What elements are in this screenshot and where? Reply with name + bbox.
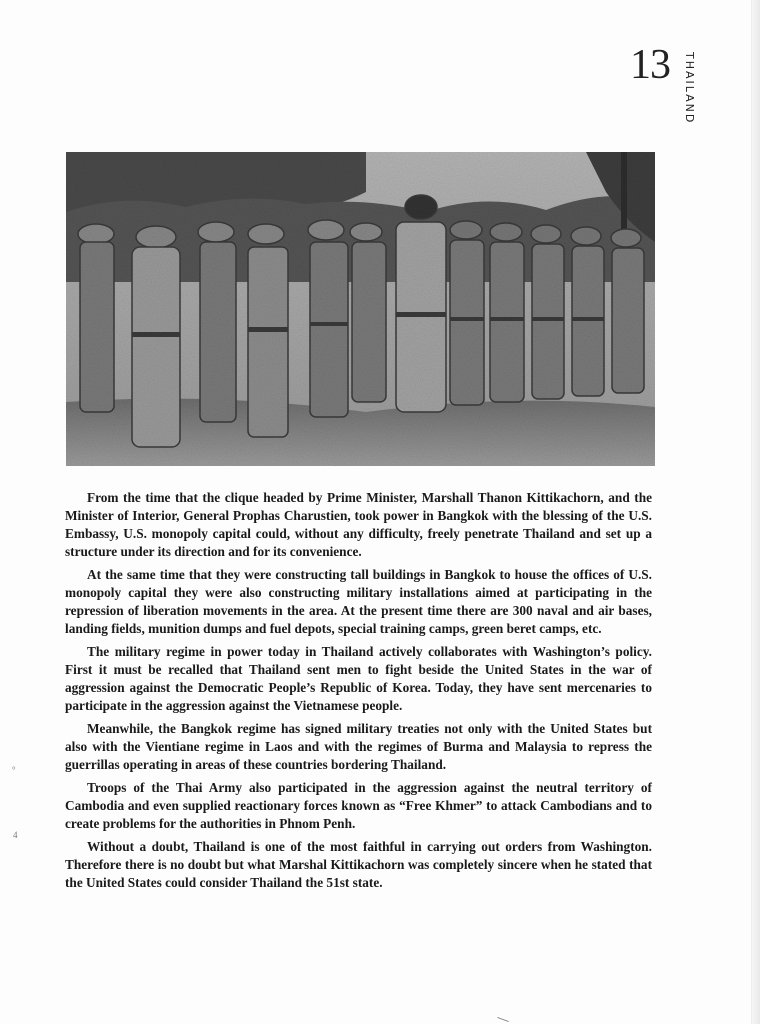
margin-mark: °: [12, 765, 16, 775]
section-label: THAILAND: [683, 52, 696, 125]
paragraph: Without a doubt, Thailand is one of the most faithful in carrying out orders from Washington. Therefore there is no doubt but what Marshal Kittikachorn was completely sincere when he stated that the United States could consider Thailand the 51st state.: [65, 839, 652, 890]
article-body: [65, 489, 652, 897]
paragraph: At the same time that they were constructing tall buildings in Bangkok to house the offices of U.S. monopoly capital they were also constructing military installations aimed at participating in the repression of liberation movements in the area. At the present time there are 300 naval and air bases, landing fields, munition dumps and fuel depots, special training camps, green beret camps, etc.: [65, 567, 652, 636]
paragraph: Troops of the Thai Army also participated in the aggression against the neutral territory of Cambodia and even supplied reactionary forces known as “Free Khmer” to attack Cambodians and to create problems for the authorities in Phnom Penh.: [65, 780, 652, 831]
soldiers-photo: [66, 152, 655, 466]
scratch-mark: [497, 1017, 509, 1022]
margin-mark: 4: [13, 830, 18, 840]
paragraph: The military regime in power today in Thailand actively collaborates with Washington’s policy. First it must be recalled that Thailand sent men to fight beside the United States in the war of aggression against the Democratic People’s Republic of Korea. Today, they have sent mercenaries to participate in the aggression against the Vietnamese people.: [65, 644, 652, 713]
page-edge: [751, 0, 760, 1024]
page-number: 13: [630, 42, 670, 88]
paragraph: Meanwhile, the Bangkok regime has signed military treaties not only with the United States but also with the Vientiane regime in Laos and with the regimes of Burma and Malaysia to repress the guerrillas operating in areas of these countries bordering Thailand.: [65, 721, 652, 772]
paragraph: From the time that the clique headed by Prime Minister, Marshall Thanon Kittikachorn, and the Minister of Interior, General Prophas Charustien, took power in Bangkok with the blessing of the U.S. Embassy, U.S. monopoly capital could, without any difficulty, freely penetrate Thailand and set up a structure under its direction and for its convenience.: [65, 490, 652, 559]
